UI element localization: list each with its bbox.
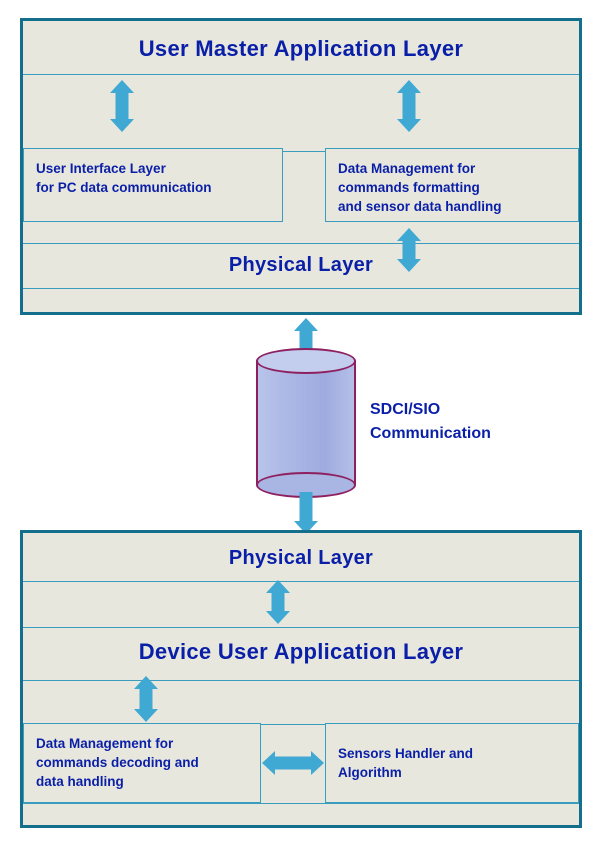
- user-interface-layer-line1: User Interface Layer: [36, 161, 166, 176]
- device-data-management-line3: data handling: [36, 774, 124, 790]
- master-data-management-line3: and sensor data handling: [338, 199, 502, 215]
- device-physical-layer-label: Physical Layer: [228, 547, 374, 569]
- cylinder-top-icon: [256, 348, 356, 374]
- arrow-master-title-to-ui: [108, 80, 136, 132]
- sensors-handler-box: [325, 723, 579, 803]
- sensors-handler-line1: Sensors Handler and: [338, 745, 474, 761]
- device-separator-3: [23, 680, 579, 681]
- device-title: Device User Application Layer: [138, 639, 464, 664]
- arrow-head-down-icon: [110, 119, 134, 132]
- device-data-management-box: [23, 723, 261, 803]
- master-data-management-box: [325, 148, 579, 222]
- device-separator-5: [23, 803, 579, 804]
- sdci-communication-label: [370, 398, 550, 446]
- sdci-label-line2: Communication: [370, 425, 491, 442]
- device-separator-1: [23, 581, 579, 582]
- arrow-shaft: [274, 757, 312, 770]
- sensors-handler-text: [338, 744, 473, 782]
- arrow-link-to-device: [292, 492, 320, 534]
- master-separator-1: [23, 74, 579, 75]
- device-separator-2: [23, 627, 579, 628]
- device-data-management-line1: Data Management for: [36, 736, 174, 751]
- user-interface-layer-line2: for PC data communication: [36, 180, 212, 196]
- arrow-master-title-to-data-management: [395, 80, 423, 132]
- master-separator-3: [23, 243, 579, 244]
- arrow-head-down-icon: [266, 611, 290, 624]
- master-data-management-line2: commands formatting: [338, 180, 480, 196]
- arrow-data-management-to-sensors: [262, 749, 324, 777]
- user-interface-layer-box: [23, 148, 283, 222]
- arrow-shaft: [403, 240, 416, 260]
- arrow-head-down-icon: [134, 709, 158, 722]
- arrow-master-data-management-to-physical: [395, 228, 423, 272]
- arrow-shaft: [140, 688, 153, 710]
- sensors-handler-line2: Algorithm: [338, 765, 402, 780]
- sdci-label-line1: SDCI/SIO: [370, 401, 441, 418]
- arrow-head-down-icon: [397, 119, 421, 132]
- master-title: User Master Application Layer: [138, 36, 464, 61]
- cylinder-body: [256, 361, 356, 485]
- arrow-device-application-to-data-management: [132, 676, 160, 722]
- arrow-device-physical-to-application: [264, 580, 292, 624]
- device-data-management-line2: commands decoding and: [36, 755, 199, 771]
- arrow-head-down-icon: [397, 259, 421, 272]
- arrow-shaft: [116, 92, 129, 120]
- communication-cylinder: [256, 348, 356, 498]
- arrow-shaft: [403, 92, 416, 120]
- master-physical-layer-label: Physical Layer: [228, 254, 374, 276]
- arrow-shaft: [300, 492, 313, 522]
- master-data-management-line1: Data Management for: [338, 161, 476, 176]
- master-separator-4: [23, 288, 579, 289]
- arrow-head-right-icon: [311, 751, 324, 775]
- arrow-shaft: [272, 592, 285, 612]
